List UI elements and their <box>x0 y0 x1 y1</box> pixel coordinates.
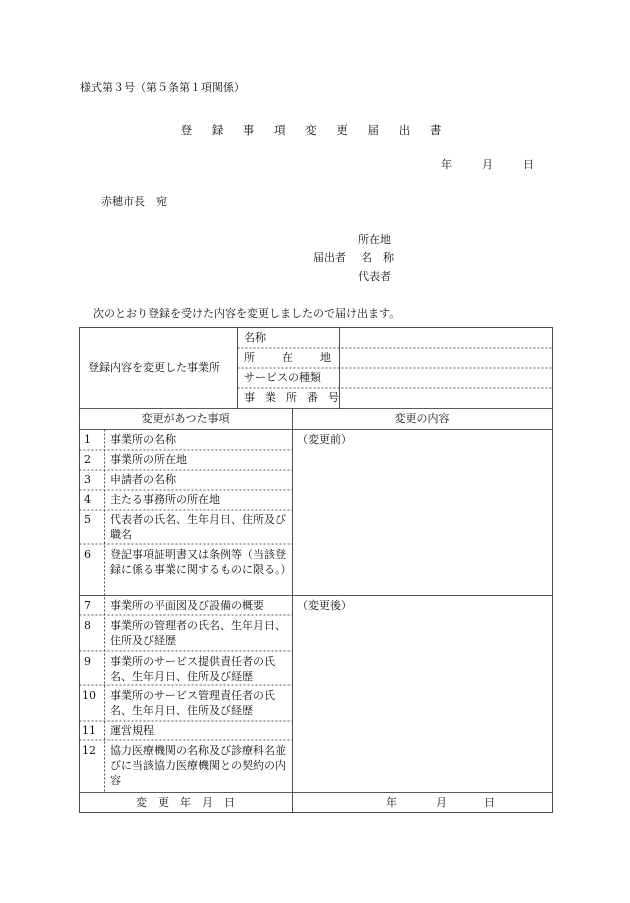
addressee: 赤穂市長 宛 <box>101 195 167 208</box>
facility-field-name-text: 名称 <box>244 331 266 344</box>
item-text: 事業所の名称 <box>110 433 176 446</box>
facility-field-address: 所在地 <box>244 351 358 364</box>
item-text: 代表者の氏名、生年月日、住所及び職名 <box>110 513 286 541</box>
date-day-label: 日 <box>523 158 534 171</box>
date-month-label: 月 <box>482 158 493 171</box>
item-number: 9 <box>84 655 91 668</box>
item-number: 8 <box>84 619 91 632</box>
applicant-address-label: 所在地 <box>358 233 391 246</box>
item-text: 申請者の名称 <box>110 473 176 486</box>
applicant-representative-label: 代表者 <box>358 270 391 283</box>
facility-field-number: 事業所番号 <box>244 391 349 404</box>
change-date-month: 月 <box>436 796 447 809</box>
applicant-name-label: 名 称 <box>361 251 394 264</box>
column-header-change-content: 変更の内容 <box>394 412 450 425</box>
column-header-changed-item: 変更があつた事項 <box>141 412 230 425</box>
item-number: 1 <box>84 433 91 446</box>
change-date-year: 年 <box>386 796 397 809</box>
item-text: 事業所の所在地 <box>110 453 187 466</box>
item-text: 主たる事務所の所在地 <box>110 493 220 506</box>
item-number: 2 <box>84 453 91 466</box>
item-text: 登記事項証明書又は条例等（当該登録に係る事業に関するものに限る。） <box>110 548 292 576</box>
item-text: 事業所の平面図及び設備の概要 <box>110 599 264 612</box>
item-text: 事業所のサービス管理責任者の氏名、生年月日、住所及び経歴 <box>110 689 275 717</box>
document-title: 登 録 事 項 変 更 届 出 書 <box>180 123 450 137</box>
item-text: 協力医療機関の名称及び診療科名並びに当該協力医療機関との契約の内容 <box>110 744 286 787</box>
item-number: 4 <box>84 493 91 506</box>
after-change-label: （変更後） <box>297 599 352 612</box>
form-number: 様式第３号（第５条第１項関係） <box>80 81 245 94</box>
item-text: 運営規程 <box>110 724 154 737</box>
facility-field-name <box>244 331 332 345</box>
change-date-day: 日 <box>484 796 495 809</box>
change-date-label: 変 更 年 月 日 <box>136 796 235 809</box>
intro-text: 次のとおり登録を受けた内容を変更しましたので届け出ます。 <box>93 307 401 320</box>
item-number: 3 <box>84 473 91 486</box>
facility-label: 登録内容を変更した事業所 <box>88 361 220 374</box>
date-year-label: 年 <box>441 158 452 171</box>
item-number: 12 <box>82 744 96 757</box>
item-number: 7 <box>84 599 91 612</box>
item-number: 6 <box>84 548 91 561</box>
item-text: 事業所の管理者の氏名、生年月日、住所及び経歴 <box>110 619 286 647</box>
applicant-role-label: 届出者 <box>313 251 346 264</box>
item-number: 5 <box>84 513 91 526</box>
item-number: 10 <box>82 689 96 702</box>
item-number: 11 <box>82 724 96 737</box>
item-text: 事業所のサービス提供責任者の氏名、生年月日、住所及び経歴 <box>110 655 275 683</box>
before-change-label: （変更前） <box>297 433 352 446</box>
facility-field-service-type: サービスの種類 <box>244 371 321 384</box>
